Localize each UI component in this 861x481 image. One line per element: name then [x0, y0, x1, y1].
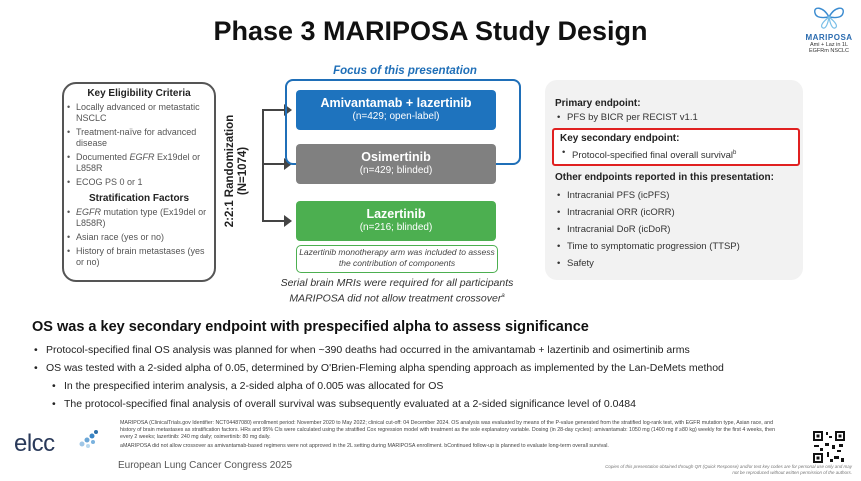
other-endpoint-item: • Intracranial ORR (icORR): [555, 207, 740, 219]
logo-name: MARIPOSA: [805, 33, 853, 42]
stratification-item: • History of brain metastases (yes or no): [64, 246, 214, 268]
other-endpoints-heading: Other endpoints reported in this presentation:: [555, 172, 774, 183]
arm-detail: (n=429; open-label): [352, 111, 440, 122]
serial-note-mri: Serial brain MRIs were required for all participants: [280, 277, 514, 289]
eligibility-heading: Key Eligibility Criteria: [87, 88, 191, 99]
endpoints-panel: [545, 80, 803, 280]
arrow-arm2: [262, 163, 290, 165]
arm-osimertinib: [296, 144, 496, 184]
arm-lazertinib: [296, 201, 496, 241]
logo-sub2: EGFRm NSCLC: [808, 48, 850, 54]
congress-name: European Lung Cancer Congress 2025: [118, 460, 293, 471]
serial-note-crossover: MARIPOSA did not allow treatment crossover$^a$: [289, 292, 505, 305]
footnote-methods: MARIPOSA (ClinicalTrials.gov Identifier: NCT04487080) enrollment period: November 2020 to May 2022; clinical cut-off: 04 December 2024. OS analysis was evaluated by means of the P-value generated from the stratified log-rank test, with EGFR mutation type, Asian race, and history of brain metastases as stratification factors. HRs and 95% CIs were calculated using the stratified Cox regression model with treatment as the sole explanatory variable. Dosing (in 28-day cycles): amivantamab: 1050 mg (1400 mg if ≥80 kg) weekly for the first 4 weeks, then every 2 weeks; lazertinib: 240 mg daily; osimertinib: 80 mg daily.: [120, 420, 776, 440]
other-endpoint-item: • Intracranial PFS (icPFS): [555, 190, 740, 202]
qr-code-icon[interactable]: [812, 430, 846, 464]
randomization-ratio: 2:2:1 Randomization: [224, 114, 236, 228]
eligibility-item: • Documented EGFR Ex19del or L858R: [64, 152, 214, 174]
secondary-endpoint-heading: Key secondary endpoint:: [560, 133, 680, 144]
arm-name: Lazertinib: [366, 207, 426, 221]
criteria-box: [62, 82, 216, 282]
focus-label: Focus of this presentation: [333, 65, 477, 77]
butterfly-icon: [811, 4, 847, 30]
elcc-dots-icon: [74, 426, 100, 452]
stratification-item: • EGFR mutation type (Ex19del or L858R): [64, 207, 214, 229]
arm-detail: (n=429; blinded): [359, 165, 433, 176]
arm-name: Osimertinib: [361, 150, 431, 164]
key-secondary-endpoint-box: [552, 128, 800, 166]
os-bullet: • Protocol-specified final OS analysis was planned for when ~390 deaths had occurred in the amivantamab + lazertinib and osimertinib arms: [34, 344, 690, 356]
arm-amivantamab-lazertinib: [296, 90, 496, 130]
footnotes: [120, 420, 785, 450]
other-endpoint-item: • Time to symptomatic progression (TTSP): [555, 241, 740, 253]
footnote-crossover: aMARIPOSA did not allow crossover as amivantamab-based regimens were not approved in the 2L setting during MARIPOSA enrollment. bContinued follow-up is planned to evaluate long-term overall survival.: [120, 443, 609, 449]
randomization-n: (N=1074): [237, 146, 249, 196]
serial-note: [222, 277, 572, 306]
elcc-wordmark: elcc: [14, 430, 55, 457]
os-heading: OS was a key secondary endpoint with prespecified alpha to assess significance: [32, 319, 589, 335]
os-subbullet: • In the prespecified interim analysis, a 2-sided alpha of 0.005 was allocated for OS: [52, 380, 444, 392]
other-endpoint-item: • Intracranial DoR (icDoR): [555, 224, 740, 236]
lazertinib-note: Lazertinib monotherapy arm was included to assess the contribution of components: [296, 245, 498, 273]
elcc-logo: [14, 430, 55, 458]
eligibility-item: • ECOG PS 0 or 1: [64, 177, 214, 188]
logo-sub1: Ami + Laz in 1L: [809, 42, 849, 48]
arm-name: Amivantamab + lazertinib: [320, 96, 472, 110]
stratification-item: • Asian race (yes or no): [64, 232, 214, 243]
eligibility-item: • Locally advanced or metastatic NSCLC: [64, 102, 214, 124]
stratification-heading: Stratification Factors: [88, 193, 190, 204]
primary-endpoint-heading: Primary endpoint:: [555, 98, 641, 109]
os-subbullet: • The protocol-specified final analysis of overall survival was subsequently evaluated at a 2-sided significance level of 0.0484: [52, 398, 636, 410]
secondary-endpoint-item: • Protocol-specified final overall survival$^b$: [560, 147, 736, 162]
arm-detail: (n=216; blinded): [359, 222, 433, 233]
os-bullet: • OS was tested with a 2-sided alpha of 0.05, determined by O'Brien-Fleming alpha spending approach as implemented by the Lan-DeMets method: [34, 362, 724, 374]
arm-connector: [262, 110, 264, 221]
arrow-arm3: [262, 220, 290, 222]
primary-endpoint-item: • PFS by BICR per RECIST v1.1: [555, 112, 698, 124]
page-title: Phase 3 MARIPOSA Study Design: [213, 16, 648, 46]
randomization-label: [222, 96, 252, 246]
mariposa-logo: [800, 4, 858, 54]
other-endpoint-item: • Safety: [555, 258, 740, 270]
copyright-note: Copies of this presentation obtained through QR (Quick Response) and/or text key codes are for personal use only and may not be reproduced without written permission of the authors.: [605, 464, 852, 475]
eligibility-item: • Treatment-naïve for advanced disease: [64, 127, 214, 149]
